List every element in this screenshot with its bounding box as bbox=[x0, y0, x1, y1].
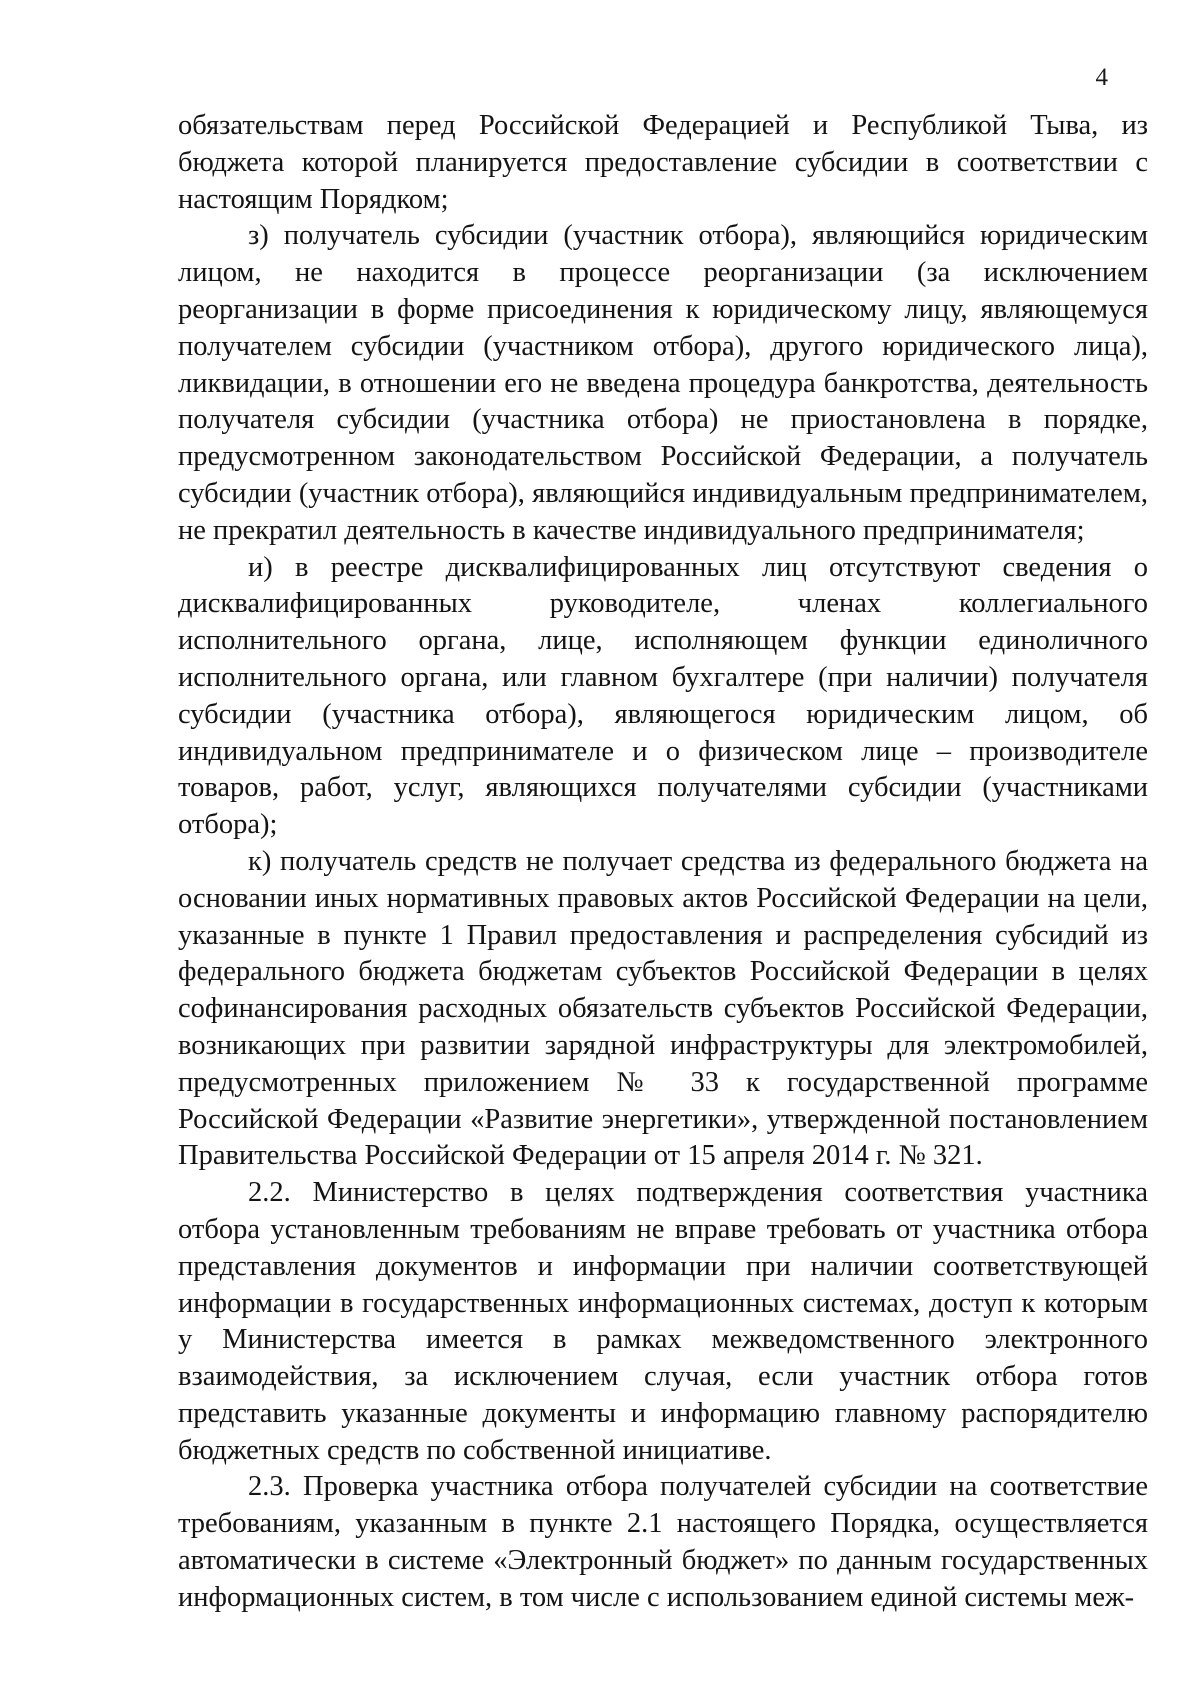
paragraph-2-2: 2.2. Министерство в целях подтверждения соответствия участника отбора установленным требованиям не вправе требовать от участника отбора представления документов и информации при наличии соответствующей информации в государственных информационных системах, доступ к которым у Министерства имеется в рамках межведомственного электронного взаимодействия, за исключением случая, если участник отбора готов представить указанные документы и информацию главному распорядителю бюджетных средств по собственной инициативе. bbox=[178, 1177, 1148, 1466]
paragraph-item-k: к) получатель средств не получает средства из федерального бюджета на основании иных нормативных правовых актов Российской Федерации на цели, указанные в пункте 1 Правил предоставления и распределения субсидий из федерального бюджета бюджетам субъектов Российской Федерации в целях софинансирования расходных обязательств субъектов Российской Федерации, возникающих при развитии зарядной инфраструктуры для электромобилей, предусмотренных приложением № 33 к государственной программе Российской Федерации «Развитие энергетики», утвержденной постановлением Правительства Российской Федерации от 15 апреля 2014 г. № 321. bbox=[178, 845, 1148, 1172]
paragraph-continuation: обязательствам перед Российской Федерацией и Республикой Тыва, из бюджета которой планируется предоставление субсидии в соответствии с настоящим Порядком; bbox=[178, 110, 1148, 215]
paragraph-item-z: з) получатель субсидии (участник отбора), являющийся юридическим лицом, не находится в процессе реорганизации (за исключением реорганизации в форме присоединения к юридическому лицу, являющемуся получателем субсидии (участником отбора), другого юридического лица), ликвидации, в отношении его не введена процедура банкротства, деятельность получателя субсидии (участника отбора) не приостановлена в порядке, предусмотренном законодательством Российской Федерации, а получатель субсидии (участник отбора), являющийся индивидуальным предпринимателем, не прекратил деятельность в качестве индивидуального предпринимателя; bbox=[178, 220, 1148, 546]
page-number: 4 bbox=[1095, 64, 1108, 91]
document-body bbox=[178, 108, 1148, 1617]
paragraph-2-3: 2.3. Проверка участника отбора получателей субсидии на соответствие требованиям, указанным в пункте 2.1 настоящего Порядка, осуществляется автоматически в системе «Электронный бюджет» по данным государственных информационных систем, в том числе с использованием единой системы меж- bbox=[178, 1471, 1148, 1613]
paragraph-item-i: и) в реестре дисквалифицированных лиц отсутствуют сведения о дисквалифицированных руководителе, членах коллегиального исполнительного органа, лице, исполняющем функции единоличного исполнительного органа, или главном бухгалтере (при наличии) получателя субсидии (участника отбора), являющегося юридическим лицом, об индивидуальном предпринимателе и о физическом лице – производителе товаров, работ, услуг, являющихся получателями субсидии (участниками отбора); bbox=[178, 551, 1148, 841]
